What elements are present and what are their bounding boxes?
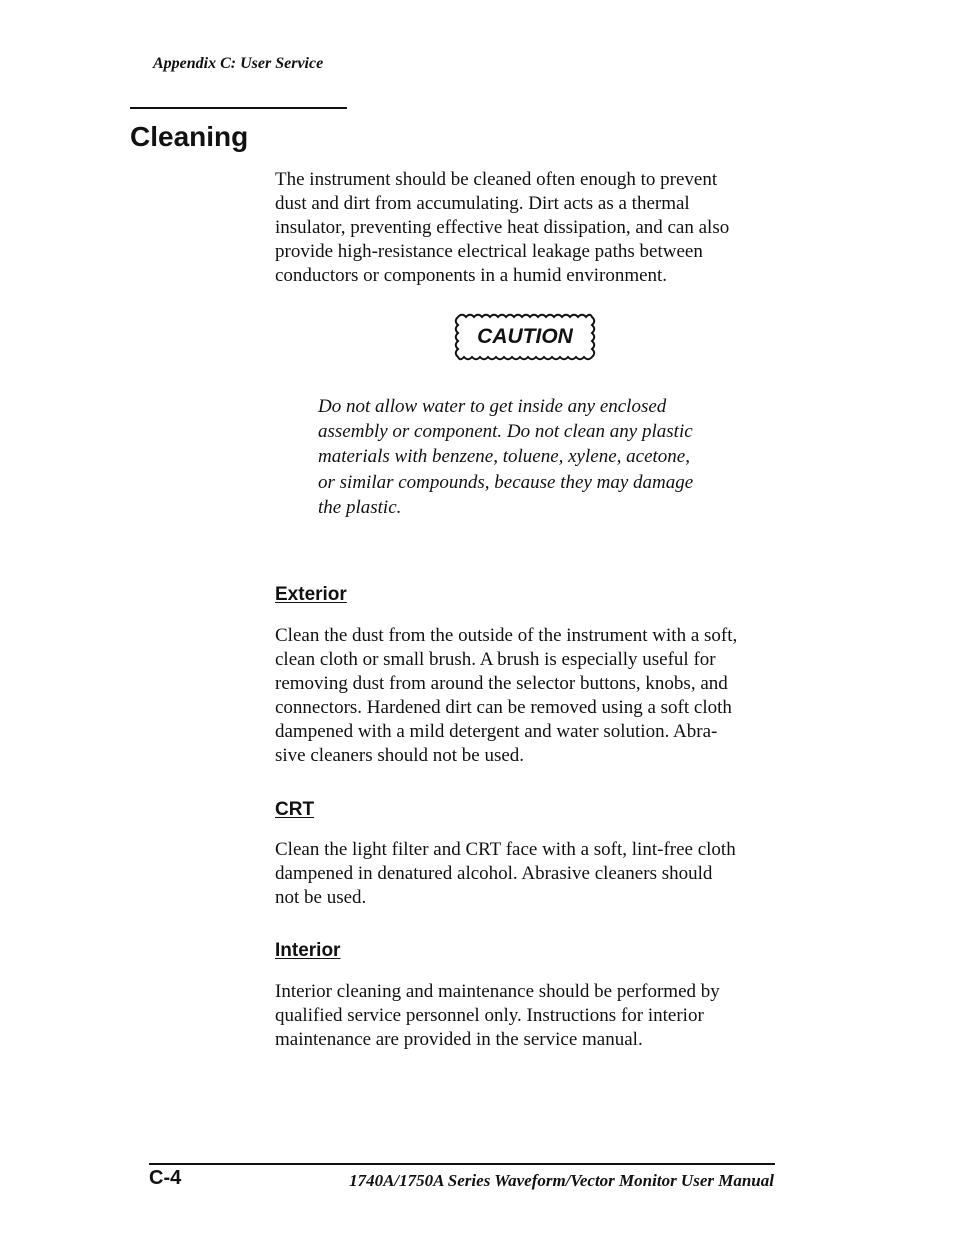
exterior-paragraph: Clean the dust from the outside of the instrument with a soft, clean cloth or small brush. A brush is especially useful for removing dust from around the selector buttons, knobs, and connectors. Hardened dirt can be removed using a soft cloth dampened with a mild detergent and water solution. Abra- sive cleaners should not be used. (275, 625, 738, 766)
caution-box (452, 311, 598, 363)
subhead-crt: CRT (275, 799, 315, 820)
header-rule (130, 107, 347, 109)
interior-paragraph: Interior cleaning and maintenance should be performed by qualified service personnel only. Instructions for interior maintenance are provided in the service manual. (275, 981, 720, 1050)
manual-title: 1740A/1750A Series Waveform/Vector Monitor User Manual (349, 1171, 774, 1190)
caution-text: Do not allow water to get inside any enclosed assembly or component. Do not clean any plastic materials with benzene, toluene, xylene, acetone, or similar compounds, because they may damage the plastic. (318, 396, 694, 518)
crt-paragraph: Clean the light filter and CRT face with a soft, lint-free cloth dampened in denatured alcohol. Abrasive cleaners should not be used. (275, 839, 736, 908)
subhead-interior: Interior (275, 940, 341, 961)
page-number: C-4 (149, 1167, 182, 1189)
subhead-exterior: Exterior (275, 584, 347, 605)
running-head: Appendix C: User Service (153, 55, 324, 72)
intro-paragraph: The instrument should be cleaned often enough to prevent dust and dirt from accumulating. Dirt acts as a thermal insulator, preventing effective heat dissipation, and can also provide high-resistance electrical leakage paths between conductors or components in a humid environment. (275, 169, 730, 286)
footer-rule (149, 1163, 775, 1165)
section-title: Cleaning (130, 121, 249, 152)
caution-label: CAUTION (477, 325, 573, 348)
